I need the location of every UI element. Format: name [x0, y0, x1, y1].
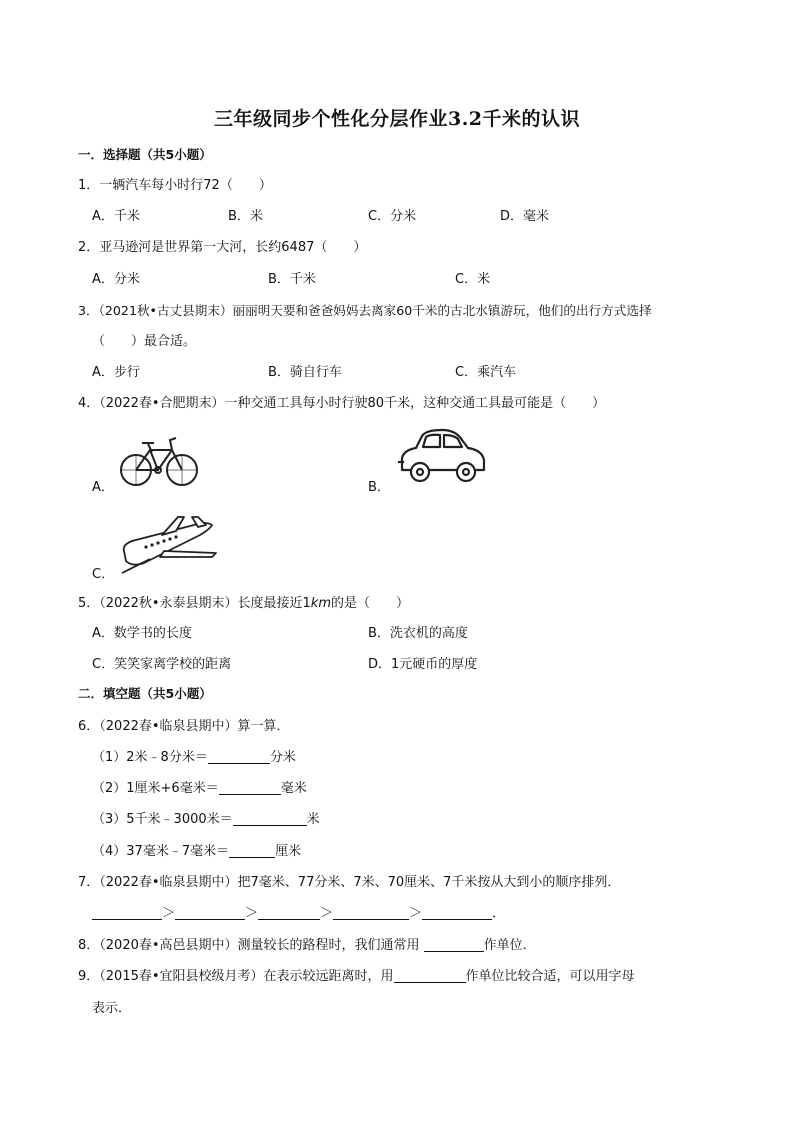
q6-part-2-unit: 毫米: [280, 781, 307, 796]
answer-blank[interactable]: [422, 905, 492, 920]
answer-blank[interactable]: [333, 905, 409, 920]
bicycle-icon: [118, 432, 200, 488]
answer-blank[interactable]: [424, 937, 484, 952]
q1-option-b: B．米: [228, 209, 263, 224]
q3-option-a: A．步行: [92, 365, 140, 380]
q5-option-d: D．1元硬币的厚度: [368, 657, 478, 672]
q6-part-1-unit: 分米: [269, 750, 296, 765]
q7-ordering-line: [92, 902, 505, 921]
q5-option-c: C．笑笑家离学校的距离: [92, 657, 232, 672]
q9-text-after: 作单位比较合适，可以用字母: [465, 969, 635, 984]
greater-than-sign: ＞: [245, 906, 259, 921]
q6-part-3-expr: （3）5千米﹣3000米＝: [92, 812, 233, 827]
section-heading-choice: 一．选择题（共5小题）: [78, 147, 212, 162]
q2-option-a: A．分米: [92, 272, 140, 287]
q6-part-2: [92, 777, 307, 796]
q6-part-4: [92, 840, 301, 859]
q6-part-1: [92, 746, 296, 765]
q2-option-b: B．千米: [268, 272, 316, 287]
q2-option-c: C．米: [455, 272, 491, 287]
q5-suffix: 的是（ ）: [331, 596, 410, 611]
q5-option-b: B．洗衣机的高度: [368, 626, 468, 641]
q3-option-b: B．骑自行车: [268, 365, 342, 380]
question-7: 7．（2022春•临泉县期中）把7毫米、77分米、7米、70厘米、7千米按从大到小的顺序排列．: [78, 875, 621, 890]
answer-blank[interactable]: [219, 780, 281, 795]
answer-blank[interactable]: [175, 905, 245, 920]
q1-option-a: A．千米: [92, 209, 140, 224]
period: ．: [492, 906, 506, 921]
question-9: [78, 965, 635, 984]
q4-option-c: C．: [92, 567, 115, 582]
question-5: [78, 592, 409, 611]
airplane-icon: [120, 513, 216, 577]
question-3-line-2: （ ）最合适。: [92, 334, 197, 349]
q8-text-after: 作单位．: [483, 938, 536, 953]
q1-option-c: C．分米: [368, 209, 417, 224]
greater-than-sign: ＞: [409, 906, 423, 921]
q4-option-b: B．: [368, 480, 390, 495]
q6-part-1-expr: （1）2米﹣8分米＝: [92, 750, 208, 765]
question-1: 1．一辆汽车每小时行72（ ）: [78, 178, 272, 193]
question-2: 2．亚马逊河是世界第一大河，长约6487（ ）: [78, 240, 367, 255]
q6-part-3-unit: 米: [306, 812, 320, 827]
section-heading-fill: 二．填空题（共5小题）: [78, 686, 212, 701]
q6-part-4-unit: 厘米: [275, 844, 302, 859]
q5-prefix: 5．（2022秋•永泰县期末）长度最接近1: [78, 596, 311, 611]
q4-option-a: A．: [92, 480, 114, 495]
question-4: 4．（2022春•合肥期末）一种交通工具每小时行驶80千米，这种交通工具最可能是（ ）: [78, 396, 606, 411]
question-8: [78, 934, 536, 953]
question-6: 6．（2022春•临泉县期中）算一算．: [78, 719, 290, 734]
answer-blank[interactable]: [92, 905, 162, 920]
q8-text-before: 8．（2020春•高邑县期中）测量较长的路程时，我们通常用: [78, 938, 420, 953]
question-9-line-2: 表示．: [92, 1001, 132, 1016]
q6-part-3: [92, 808, 320, 827]
greater-than-sign: ＞: [320, 906, 334, 921]
q5-option-a: A．数学书的长度: [92, 626, 192, 641]
car-icon: [396, 428, 488, 488]
answer-blank[interactable]: [233, 811, 307, 826]
answer-blank[interactable]: [229, 843, 275, 858]
q1-option-d: D．毫米: [500, 209, 550, 224]
page-title: 三年级同步个性化分层作业3.2千米的认识: [213, 108, 581, 130]
answer-blank[interactable]: [394, 968, 466, 983]
q3-option-c: C．乘汽车: [455, 365, 517, 380]
q6-part-2-expr: （2）1厘米+6毫米＝: [92, 781, 219, 796]
answer-blank[interactable]: [208, 749, 270, 764]
q9-text-before: 9．（2015春•宜阳县校级月考）在表示较远距离时，用: [78, 969, 394, 984]
greater-than-sign: ＞: [162, 906, 176, 921]
question-3-line-1: 3．（2021秋•古丈县期末）丽丽明天要和爸爸妈妈去离家60千米的古北水镇游玩，他们的出行方式选择: [78, 303, 652, 318]
answer-blank[interactable]: [258, 905, 320, 920]
q5-unit: km: [310, 596, 331, 611]
q6-part-4-expr: （4）37毫米﹣7毫米＝: [92, 844, 230, 859]
